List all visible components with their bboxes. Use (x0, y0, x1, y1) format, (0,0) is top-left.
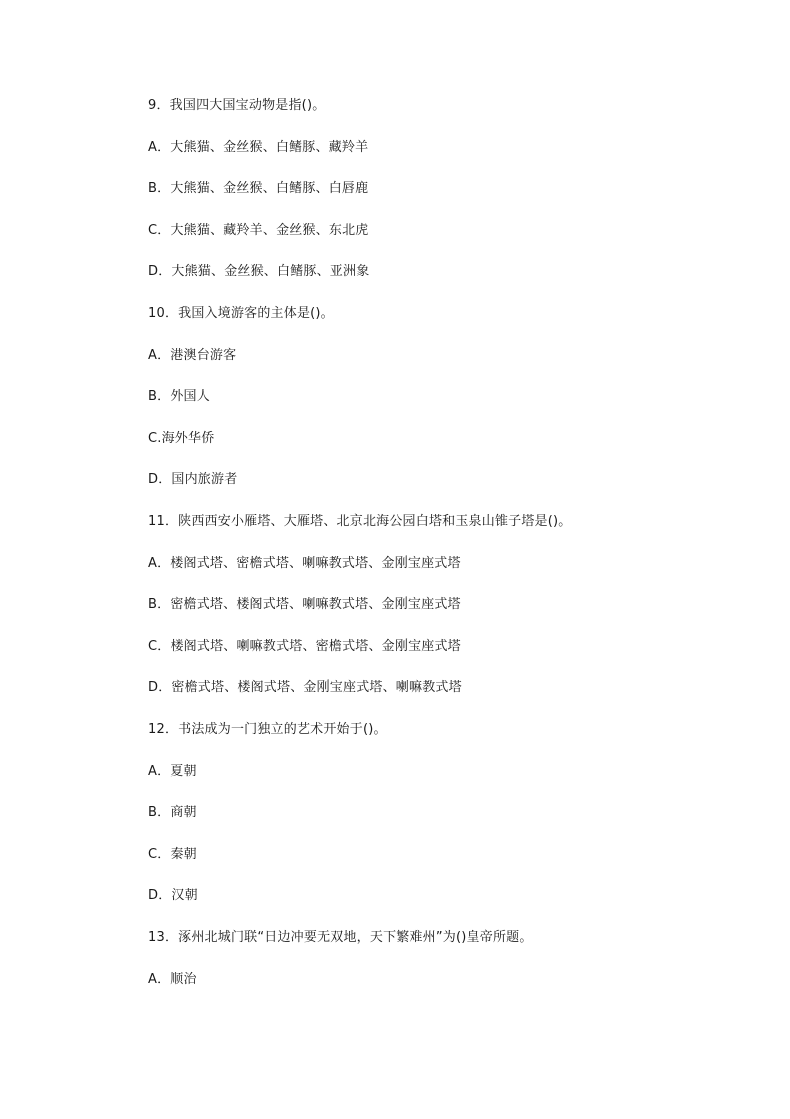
question-11-option-a: A．楼阁式塔、密檐式塔、喇嘛教式塔、金刚宝座式塔 (148, 556, 461, 571)
question-9-option-b: B．大熊猫、金丝猴、白鳍豚、白唇鹿 (148, 181, 369, 196)
question-10-option-c: C.海外华侨 (148, 431, 215, 446)
question-12-option-d: D．汉朝 (148, 888, 198, 903)
question-9-option-c: C．大熊猫、藏羚羊、金丝猴、东北虎 (148, 223, 369, 238)
question-10-option-a: A．港澳台游客 (148, 348, 237, 363)
question-11-option-c: C．楼阁式塔、喇嘛教式塔、密檐式塔、金刚宝座式塔 (148, 639, 461, 654)
question-11-stem: 11．陕西西安小雁塔、大雁塔、北京北海公园白塔和玉泉山锥子塔是()。 (148, 514, 572, 529)
question-12-option-c: C．秦朝 (148, 847, 197, 862)
question-10-option-d: D．国内旅游者 (148, 472, 238, 487)
question-10-stem: 10．我国入境游客的主体是()。 (148, 306, 334, 321)
question-11-option-b: B．密檐式塔、楼阁式塔、喇嘛教式塔、金刚宝座式塔 (148, 597, 461, 612)
question-9-option-a: A．大熊猫、金丝猴、白鳍豚、藏羚羊 (148, 140, 369, 155)
question-11-option-d: D．密檐式塔、楼阁式塔、金刚宝座式塔、喇嘛教式塔 (148, 680, 462, 695)
question-13-option-a: A．顺治 (148, 972, 197, 987)
question-13-stem: 13．涿州北城门联“日边冲要无双地，天下繁难州”为()皇帝所题。 (148, 930, 533, 945)
question-12-stem: 12．书法成为一门独立的艺术开始于()。 (148, 722, 387, 737)
question-9-stem: 9．我国四大国宝动物是指()。 (148, 98, 326, 113)
question-9-option-d: D．大熊猫、金丝猴、白鳍豚、亚洲象 (148, 264, 370, 279)
question-12-option-b: B．商朝 (148, 805, 197, 820)
question-10-option-b: B．外国人 (148, 389, 210, 404)
question-12-option-a: A．夏朝 (148, 764, 197, 779)
